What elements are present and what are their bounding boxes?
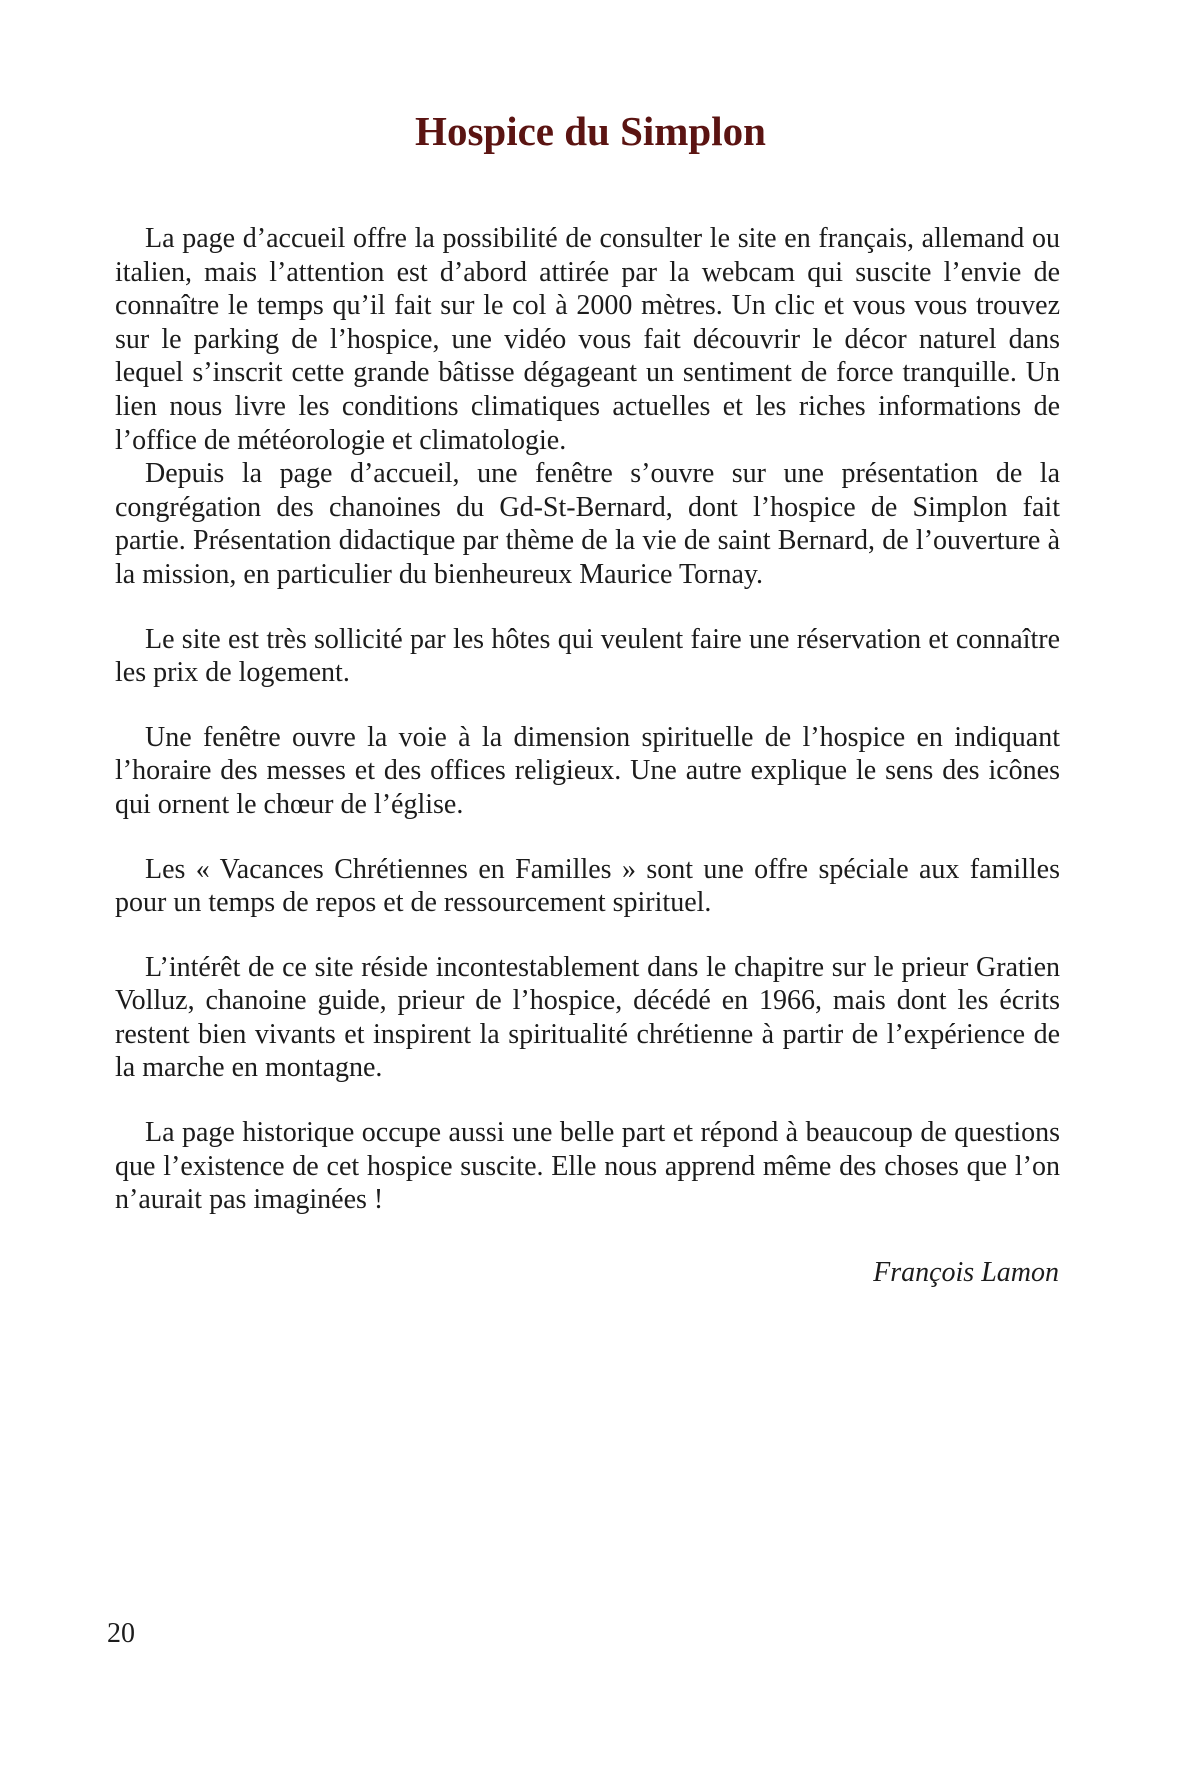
paragraph-3: Le site est très sollicité par les hôtes qui veulent faire une réservation et connaître les prix de logement. [115,623,1060,689]
paragraph-6: L’intérêt de ce site réside incontestablement dans le chapitre sur le prieur Gratien Volluz, chanoine guide, prieur de l’hospice, décédé en 1966, mais dont les écrits restent bien vivants et inspirent la spiritualité chrétienne à partir de l’expérience de la marche en montagne. [115,951,1060,1084]
paragraph-4: Une fenêtre ouvre la voie à la dimension spirituelle de l’hospice en indiquant l’horaire des messes et des offices religieux. Une autre explique le sens des icônes qui ornent le chœur de l’église. [115,721,1060,820]
author-signature: François Lamon [873,1257,1059,1288]
page-title: Hospice du Simplon [415,108,766,154]
paragraph-7: La page historique occupe aussi une belle part et répond à beaucoup de questions que l’existence de cet hospice suscite. Elle nous apprend même des choses que l’on n’aurait pas imaginées ! [115,1117,1060,1216]
article-body [115,222,1060,1217]
page-number: 20 [107,1618,135,1649]
paragraph-5: Les « Vacances Chrétiennes en Familles » sont une offre spéciale aux familles pour un temps de repos et de ressourcement spirituel. [115,853,1060,919]
paragraph-1: La page d’accueil offre la possibilité de consulter le site en français, allemand ou italien, mais l’attention est d’abord attirée par la webcam qui suscite l’envie de connaître le temps qu’il fait sur le col à 2000 mètres. Un clic et vous vous trouvez sur le parking de l’hospice, une vidéo vous fait découvrir le décor naturel dans lequel s’inscrit cette grande bâtisse dégageant un sentiment de force tranquille. Un lien nous livre les conditions climatiques actuelles et les riches informations de l’office de météorologie et climatologie. [115,223,1060,456]
paragraph-2: Depuis la page d’accueil, une fenêtre s’ouvre sur une présentation de la congrégation des chanoines du Gd-St-Bernard, dont l’hospice de Simplon fait partie. Présentation didactique par thème de la vie de saint Bernard, de l’ouverture à la mission, en particulier du bienheureux Maurice Tornay. [115,458,1060,590]
